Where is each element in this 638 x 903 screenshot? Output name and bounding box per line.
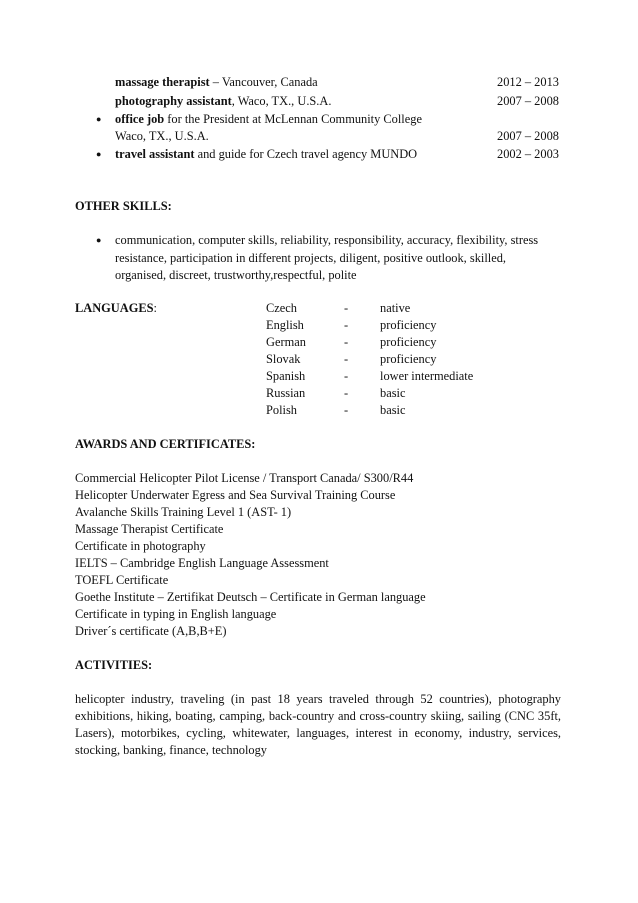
experience-years-office: 2007 – 2008 (497, 129, 559, 143)
language-name: German (266, 335, 306, 349)
award-item: Certificate in photography (75, 539, 206, 553)
activities-heading: ACTIVITIES: (75, 658, 153, 672)
award-item: Certificate in typing in English language (75, 607, 277, 621)
language-name: Czech (266, 301, 297, 315)
language-name: Spanish (266, 369, 306, 383)
language-name: Slovak (266, 352, 301, 366)
language-dash: - (344, 301, 349, 315)
award-item: Commercial Helicopter Pilot License / Transport Canada/ S300/R44 (75, 471, 414, 485)
language-dash: - (344, 318, 349, 332)
language-dash: - (344, 369, 349, 383)
language-dash: - (344, 352, 349, 366)
language-name: English (266, 318, 304, 332)
language-level: lower intermediate (380, 369, 474, 383)
language-dash: - (344, 403, 349, 417)
award-item: TOEFL Certificate (75, 573, 169, 587)
bullet-icon: ● (96, 149, 102, 159)
experience-years-travel: 2002 – 2003 (497, 147, 559, 161)
award-item: Massage Therapist Certificate (75, 522, 224, 536)
award-item: Helicopter Underwater Egress and Sea Survival Training Course (75, 488, 396, 502)
skills-line-2: resistance, participation in different projects, diligent, positive outlook, skilled, (115, 251, 507, 265)
skills-line-1: communication, computer skills, reliability, responsibility, accuracy, flexibility, stress (115, 233, 539, 247)
experience-years-massage: 2012 – 2013 (497, 75, 559, 89)
bullet-icon: ● (96, 114, 102, 124)
language-dash: - (344, 386, 349, 400)
experience-years-photography: 2007 – 2008 (497, 94, 559, 108)
language-level: proficiency (380, 318, 437, 332)
experience-item-photography: photography assistant, Waco, TX., U.S.A. (115, 94, 332, 108)
award-item: Goethe Institute – Zertifikat Deutsch – Certificate in German language (75, 590, 426, 604)
language-dash: - (344, 335, 349, 349)
language-name: Russian (266, 386, 306, 400)
languages-heading: LANGUAGES: (75, 301, 157, 315)
award-item: Driver´s certificate (A,B,B+E) (75, 624, 227, 638)
language-level: basic (380, 403, 406, 417)
other-skills-heading: OTHER SKILLS: (75, 199, 172, 213)
award-item: IELTS – Cambridge English Language Assessment (75, 556, 329, 570)
skills-line-3: organised, discreet, trustworthy,respectful, polite (115, 268, 357, 282)
experience-item-travel: travel assistant and guide for Czech travel agency MUNDO (115, 147, 418, 161)
language-level: proficiency (380, 352, 437, 366)
language-level: native (380, 301, 411, 315)
language-level: basic (380, 386, 406, 400)
experience-item-massage: massage therapist – Vancouver, Canada (115, 75, 318, 89)
awards-heading: AWARDS AND CERTIFICATES: (75, 437, 256, 451)
bullet-icon: ● (96, 235, 102, 245)
language-level: proficiency (380, 335, 437, 349)
experience-item-office: office job for the President at McLennan Community College (115, 112, 422, 126)
language-name: Polish (266, 403, 297, 417)
activities-text: helicopter industry, traveling (in past 18 years traveled through 52 countries), photography exhibitions, hiking, boating, camping, back-country and cross-country skiing, sailing (CNC 35ft, Lasers), motorbikes, cycling, whitewater, languages, interest in economy, industry, services, stocking, banking, finance, technology (75, 692, 561, 757)
award-item: Avalanche Skills Training Level 1 (AST- 1) (75, 505, 292, 519)
experience-item-office-location: Waco, TX., U.S.A. (115, 129, 209, 143)
